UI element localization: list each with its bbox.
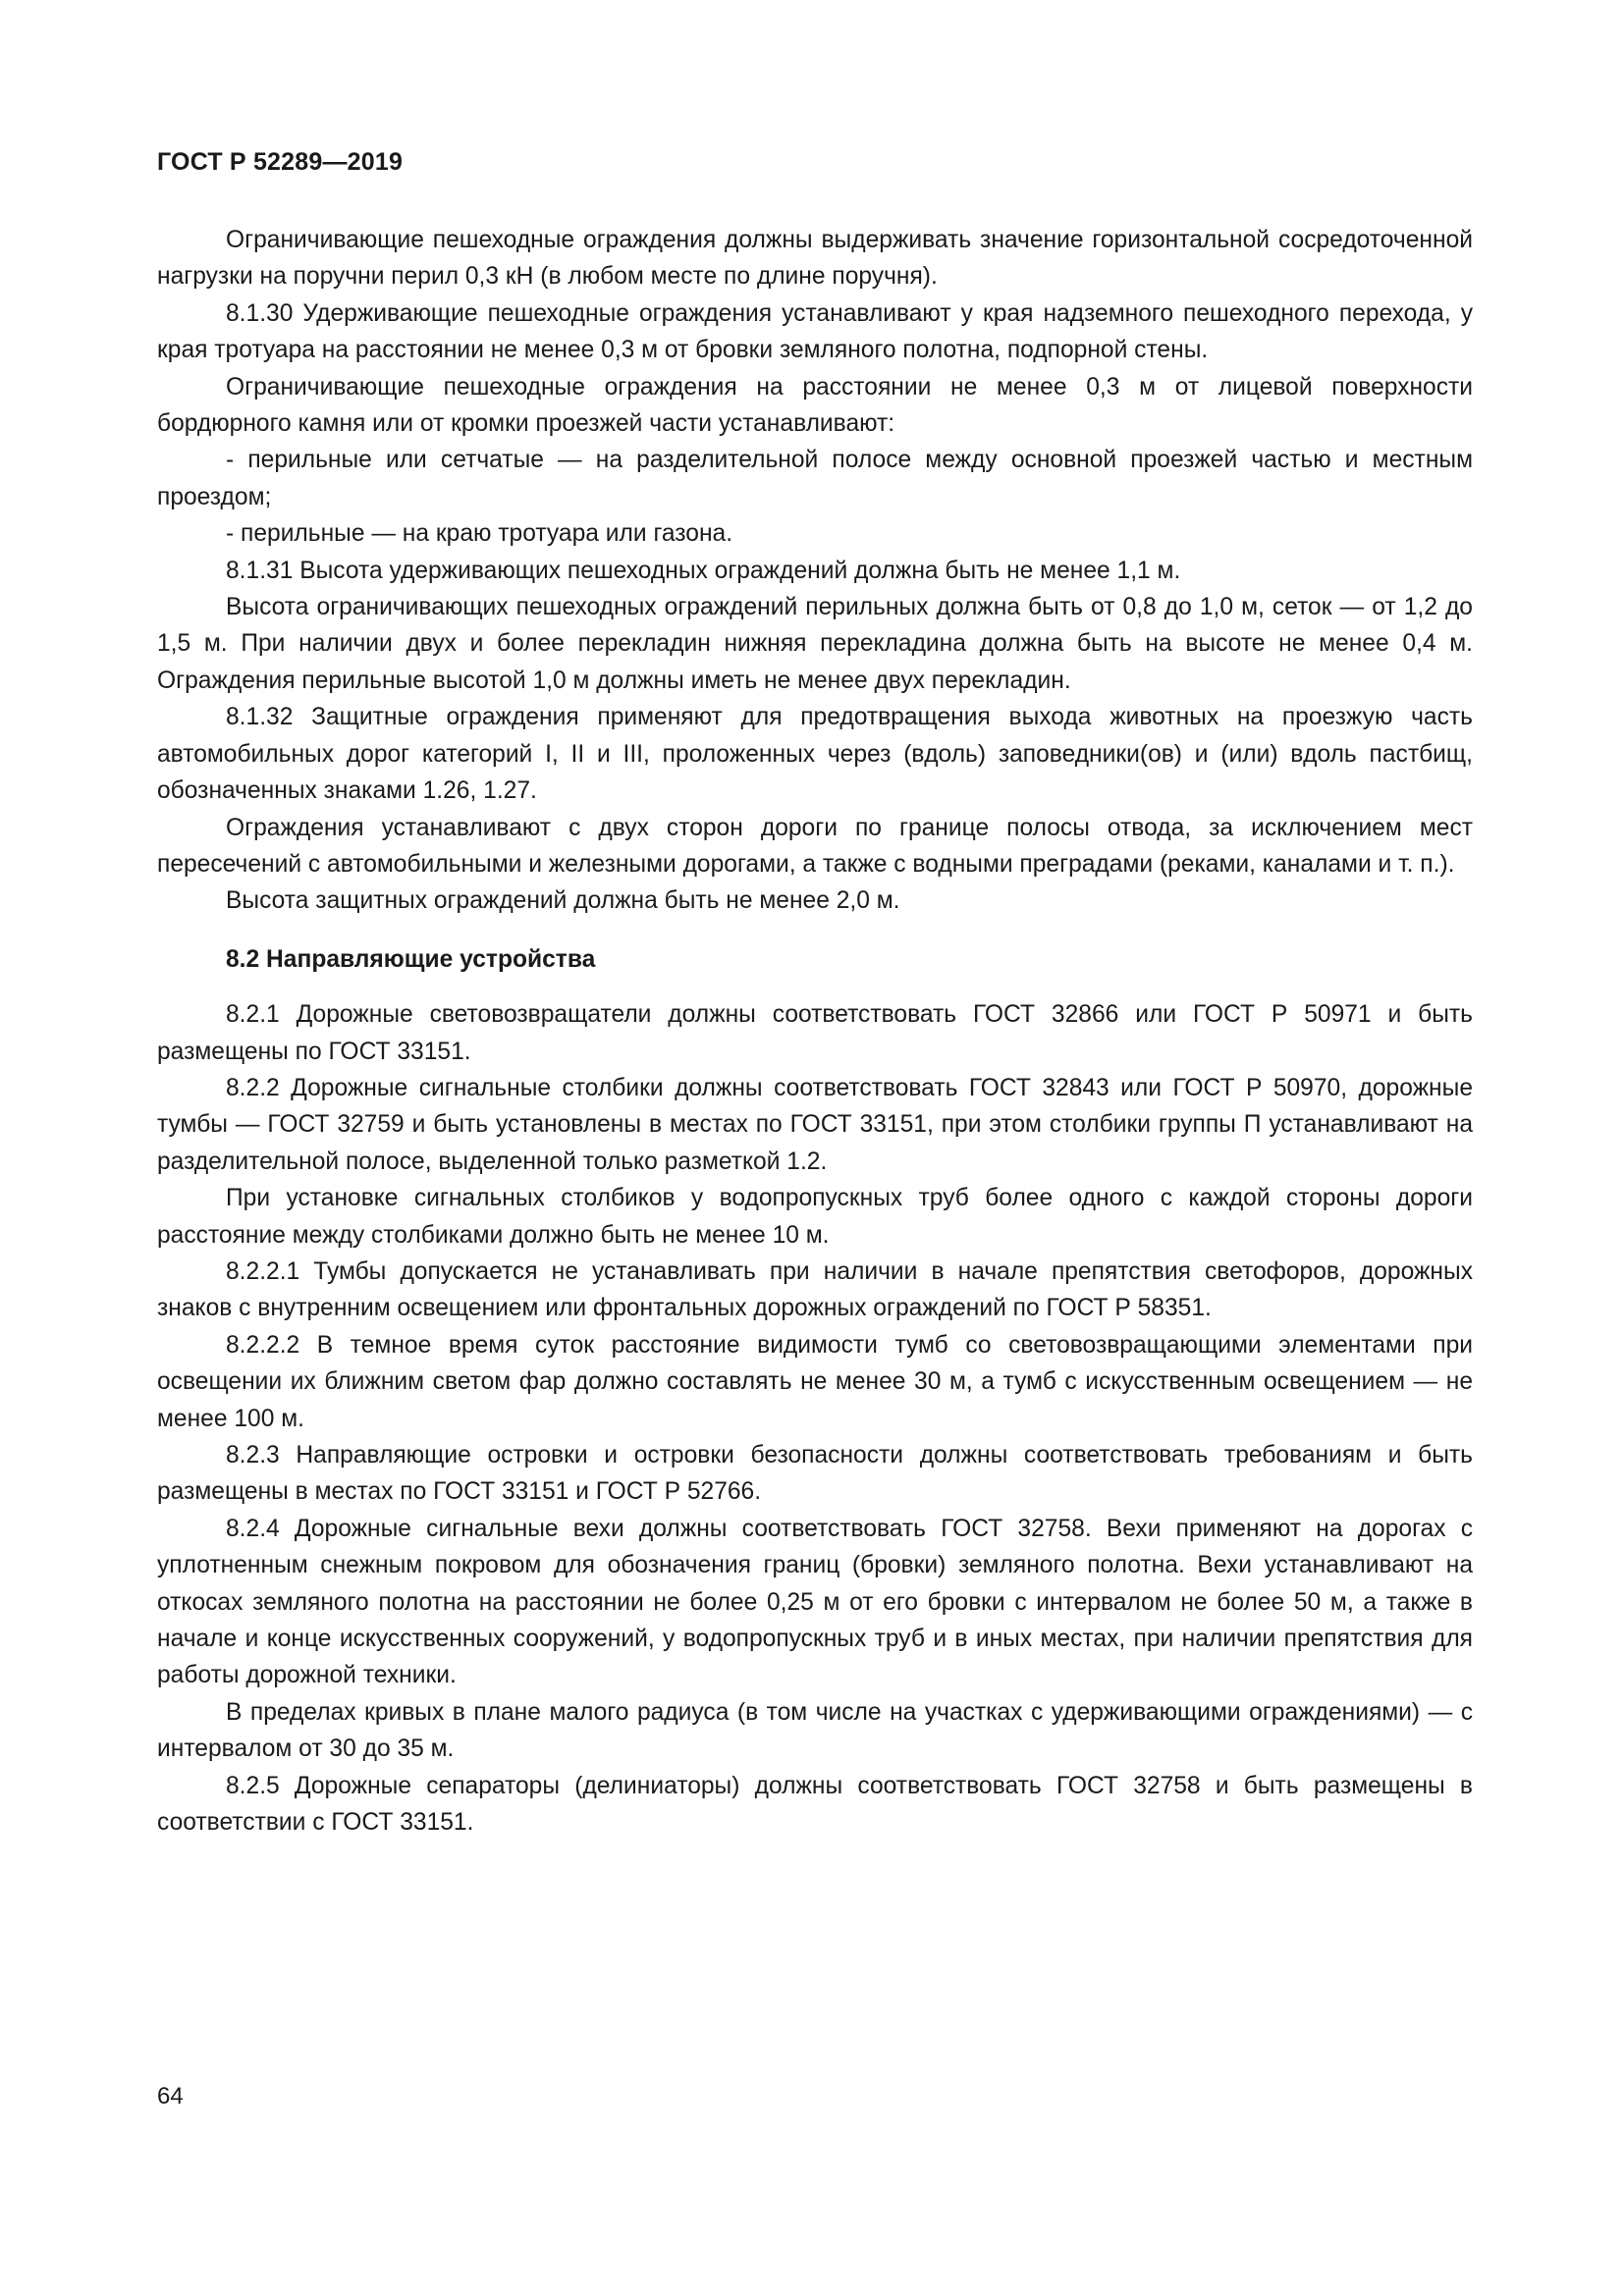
paragraph: 8.2.2.1 Тумбы допускается не устанавливать при наличии в начале препятствия светофоров, дорожных знаков с внутренним освещением или фронтальных дорожных ограждений по ГОСТ Р 58351. [157, 1257, 1473, 1322]
paragraph: Ограждения устанавливают с двух сторон дороги по границе полосы отвода, за исключением мест пересечений с автомобильными и железными дорогами, а также с водными преградами (реками, каналами и т. п.). [157, 814, 1473, 878]
document-body [157, 222, 1473, 1841]
section-heading: 8.2 Направляющие устройства [226, 945, 596, 973]
paragraph: 8.2.4 Дорожные сигнальные вехи должны соответствовать ГОСТ 32758. Вехи применяют на дорогах с уплотненным снежным покровом для обозначения границ (бровки) земляного полотна. Вехи устанавливают на откосах земляного полотна на расстоянии не более 0,25 м от его бровки с интервалом не более 50 м, а также в начале и конце искусственных сооружений, у водопропускных труб и в иных местах, при наличии препятствия для работы дорожной техники. [157, 1515, 1473, 1689]
paragraph: 8.2.2 Дорожные сигнальные столбики должны соответствовать ГОСТ 32843 или ГОСТ Р 50970, дорожные тумбы — ГОСТ 32759 и быть установлены в местах по ГОСТ 33151, при этом столбики группы П устанавливают на разделительной полосе, выделенной только разметкой 1.2. [157, 1074, 1473, 1175]
paragraph: 8.2.1 Дорожные световозвращатели должны соответствовать ГОСТ 32866 или ГОСТ Р 50971 и быть размещены по ГОСТ 33151. [157, 1001, 1473, 1065]
page-number: 64 [157, 2083, 184, 2109]
paragraph: Высота защитных ограждений должна быть не менее 2,0 м. [226, 887, 900, 915]
paragraph: 8.2.2.2 В темное время суток расстояние видимости тумб со световозвращающими элементами при освещении их ближним светом фар должно составлять не менее 30 м, а тумб с искусственным освещением — не менее 100 м. [157, 1331, 1473, 1432]
paragraph: 8.2.3 Направляющие островки и островки безопасности должны соответствовать требованиям и быть размещены в местах по ГОСТ 33151 и ГОСТ Р 52766. [157, 1442, 1473, 1506]
list-item: - перильные или сетчатые — на разделительной полосе между основной проезжей частью и местным проездом; [157, 447, 1473, 510]
paragraph: 8.1.32 Защитные ограждения применяют для предотвращения выхода животных на проезжую часть автомобильных дорог категорий I, II и III, проложенных через (вдоль) заповедники(ов) и (или) вдоль пастбищ, обозначенных знаками 1.26, 1.27. [157, 704, 1473, 805]
document-header-title: ГОСТ Р 52289—2019 [157, 148, 404, 176]
paragraph: Высота ограничивающих пешеходных ограждений перильных должна быть от 0,8 до 1,0 м, сеток — от 1,2 до 1,5 м. При наличии двух и более перекладин нижняя перекладина должна быть на высоте не менее 0,4 м. Ограждения перильные высотой 1,0 м должны иметь не менее двух перекладин. [157, 594, 1473, 694]
paragraph: В пределах кривых в плане малого радиуса (в том числе на участках с удерживающими ограждениями) — с интервалом от 30 до 35 м. [157, 1698, 1473, 1763]
paragraph: Ограничивающие пешеходные ограждения должны выдерживать значение горизонтальной сосредоточенной нагрузки на поручни перил 0,3 кН (в любом месте по длине поручня). [157, 227, 1473, 291]
paragraph: При установке сигнальных столбиков у водопропускных труб более одного с каждой стороны дороги расстояние между столбиками должно быть не менее 10 м. [157, 1185, 1473, 1249]
paragraph: 8.1.30 Удерживающие пешеходные ограждения устанавливают у края надземного пешеходного перехода, у края тротуара на расстоянии не менее 0,3 м от бровки земляного полотна, подпорной стены. [157, 299, 1473, 364]
paragraph: 8.1.31 Высота удерживающих пешеходных ограждений должна быть не менее 1,1 м. [226, 557, 1181, 584]
list-item: - перильные — на краю тротуара или газона. [226, 520, 733, 548]
paragraph: Ограничивающие пешеходные ограждения на расстоянии не менее 0,3 м от лицевой поверхности бордюрного камня или от кромки проезжей части устанавливают: [157, 373, 1473, 438]
paragraph: 8.2.5 Дорожные сепараторы (делиниаторы) должны соответствовать ГОСТ 32758 и быть размещены в соответствии с ГОСТ 33151. [157, 1772, 1473, 1837]
